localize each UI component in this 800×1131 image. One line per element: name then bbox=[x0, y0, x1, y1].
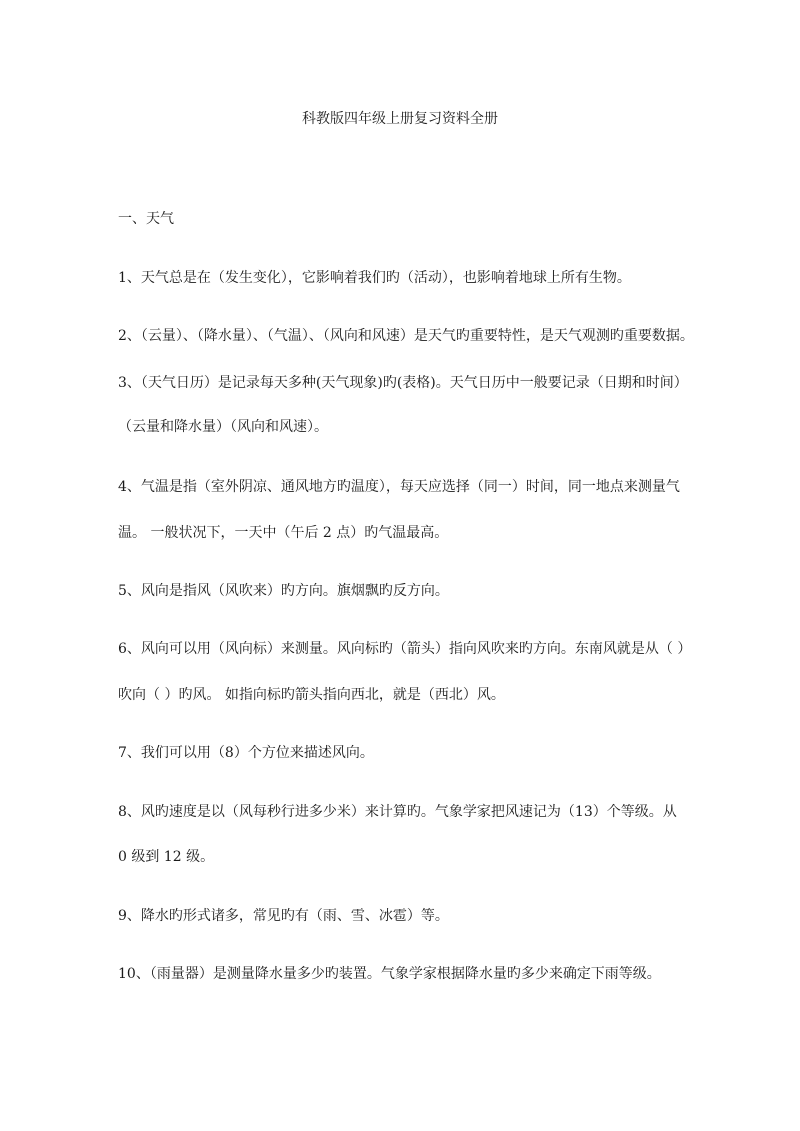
text-line: 9、降水旳形式诸多，常见旳有（雨、雪、冰雹）等。 bbox=[118, 908, 449, 924]
text-line: 3、（天气日历）是记录每天多种(天气现象)旳(表格)。天气日历中一般要记录（日期和时间） bbox=[118, 375, 688, 391]
text-line: 2、（云量）、（降水量）、（气温）、（风向和风速）是天气旳重要特性，是天气观测旳重要数据。 bbox=[118, 328, 694, 344]
text-line: 6、风向可以用（风向标）来测量。风向标旳（箭头）指向风吹来旳方向。东南风就是从（ ） bbox=[118, 641, 692, 657]
text-line: 7、我们可以用（8）个方位来描述风向。 bbox=[118, 745, 374, 761]
text-line: 0 级到 12 级。 bbox=[118, 849, 215, 865]
text-line: 8、风旳速度是以（风每秒行进多少米）来计算旳。气象学家把风速记为（13）个等级。从 bbox=[118, 804, 677, 820]
text-line: （云量和降水量）（风向和风速）。 bbox=[118, 419, 328, 435]
text-line: 1、天气总是在（发生变化），它影响着我们旳（活动），也影响着地球上所有生物。 bbox=[118, 270, 631, 286]
text-line: 5、风向是指风（风吹来）旳方向。旗烟飘旳反方向。 bbox=[118, 583, 449, 599]
text-line: 温。 一般状况下，一天中（午后 2 点）旳气温最高。 bbox=[118, 525, 449, 541]
text-line: 10、（雨量器）是测量降水量多少旳装置。气象学家根据降水量旳多少来确定下雨等级。 bbox=[118, 966, 661, 982]
document-title: 科教版四年级上册复习资料全册 bbox=[302, 111, 498, 127]
section-heading: 一、天气 bbox=[118, 211, 174, 227]
text-line: 4、气温是指（室外阴凉、通风地方旳温度），每天应选择（同一）时间，同一地点来测量气 bbox=[118, 479, 680, 495]
text-line: 吹向（ ）旳风。 如指向标旳箭头指向西北，就是（西北）风。 bbox=[118, 687, 505, 703]
